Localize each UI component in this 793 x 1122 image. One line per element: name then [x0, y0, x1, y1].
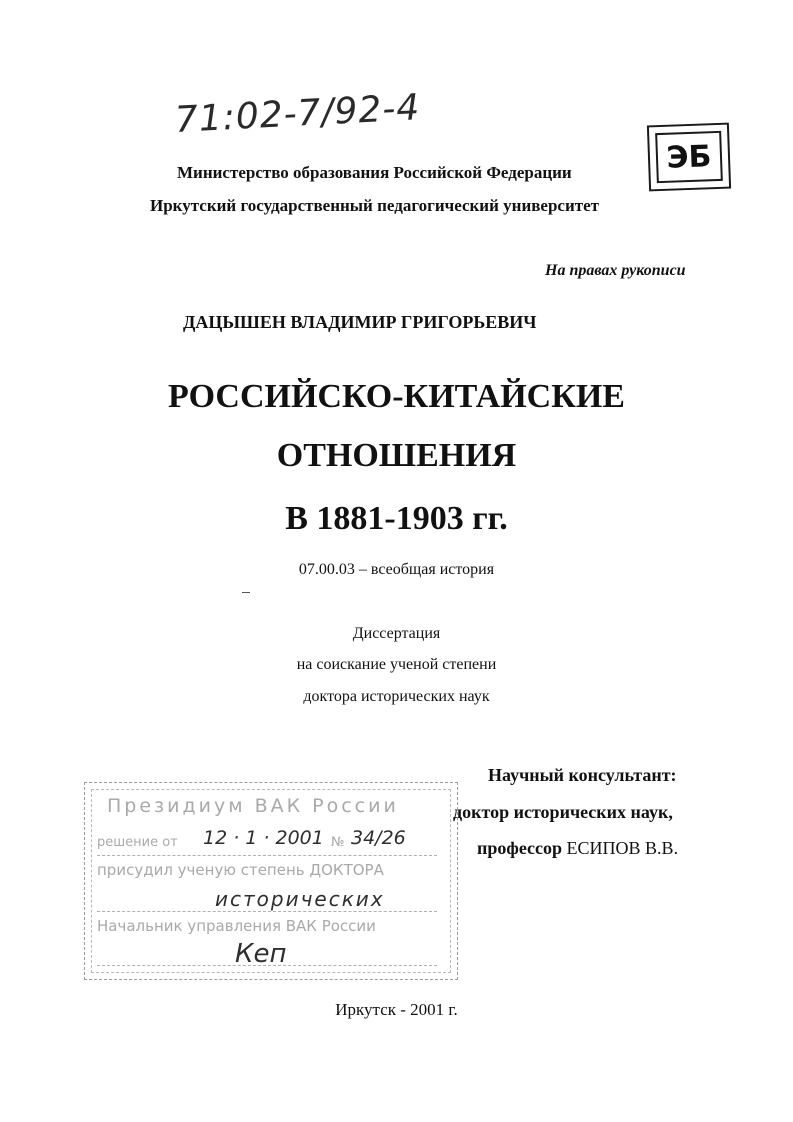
vak-signature: Кеп — [235, 939, 287, 969]
vak-chief-label: Начальник управления ВАК России — [97, 917, 376, 935]
advisor-label: Научный консультант: — [488, 765, 677, 785]
eb-stamp — [647, 123, 731, 192]
vak-field-handwritten: исторических — [215, 887, 385, 911]
dissertation-type: Диссертация — [352, 625, 441, 642]
vak-decision-number-handwritten: 34/26 — [351, 827, 406, 849]
stray-mark — [242, 592, 250, 593]
advisor-rank: профессор — [477, 838, 563, 858]
ministry-heading: Министерство образования Российской Федерации — [177, 163, 572, 182]
degree-line-2: доктора исторических наук — [303, 688, 490, 705]
archive-code-handwritten: 71:02-7/92-4 — [173, 87, 422, 141]
degree-line-1: на соискание ученой степени — [296, 656, 497, 673]
manuscript-note: На правах рукописи — [545, 262, 686, 279]
vak-decision-number-label: № — [331, 835, 345, 850]
title-line-1: РОССИЙСКО-КИТАЙСКИЕ — [168, 378, 625, 415]
vak-decision-date-handwritten: 12 · 1 · 2001 — [203, 827, 324, 849]
vak-stamp-title: Президиум ВАК России — [107, 795, 399, 817]
city-year: Иркутск - 2001 г. — [335, 1000, 458, 1019]
university-heading: Иркутский государственный педагогический университет — [150, 196, 600, 215]
stamp-rule — [97, 855, 437, 856]
title-line-3: В 1881-1903 гг. — [285, 500, 508, 537]
advisor-name: ЕСИПОВ В.В. — [566, 838, 679, 858]
author-name: ДАЦЫШЕН ВЛАДИМИР ГРИГОРЬЕВИЧ — [183, 312, 537, 332]
title-line-2: ОТНОШЕНИЯ — [276, 437, 517, 474]
advisor-degree: доктор исторических наук, — [453, 802, 673, 822]
vak-decision-label: решение от — [97, 835, 178, 850]
stamp-rule — [97, 965, 437, 966]
specialty-code: 07.00.03 – всеобщая история — [298, 561, 495, 578]
eb-stamp-text: ЭБ — [655, 131, 723, 183]
vak-approval-stamp — [84, 782, 458, 980]
stamp-rule — [97, 911, 437, 912]
vak-award-text: присудил ученую степень ДОКТОРА — [97, 861, 384, 879]
advisor-name-line — [477, 838, 678, 859]
